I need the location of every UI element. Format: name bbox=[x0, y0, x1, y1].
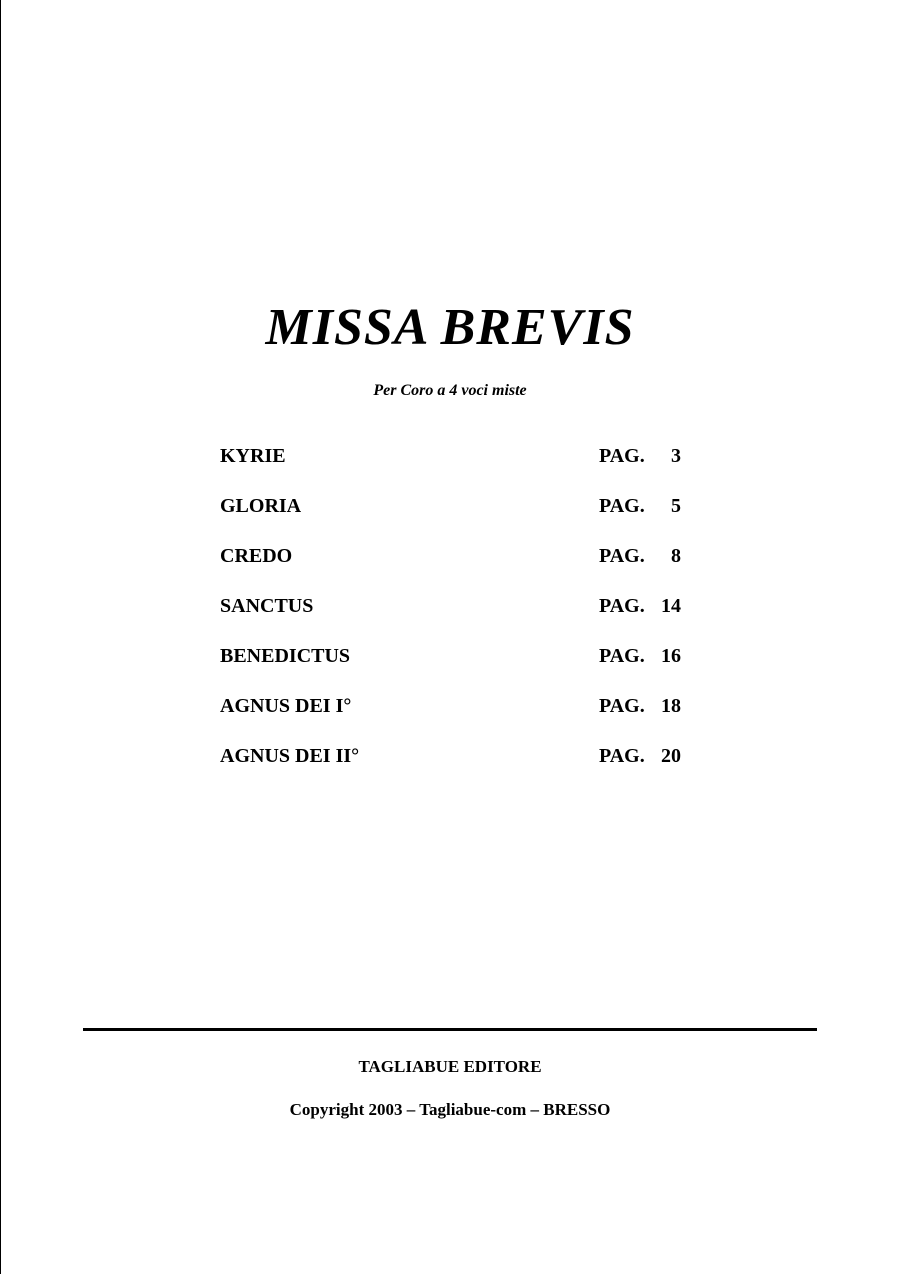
toc-page-number: 18 bbox=[661, 695, 681, 717]
toc-page-label: PAG. bbox=[599, 695, 645, 717]
toc-entry-title: CREDO bbox=[220, 545, 293, 567]
toc-entry-sanctus bbox=[220, 590, 690, 640]
toc-entry-title: GLORIA bbox=[220, 495, 302, 517]
page-edge bbox=[0, 0, 1, 1274]
toc-entry-title: SANCTUS bbox=[220, 595, 314, 617]
horizontal-divider bbox=[83, 1028, 817, 1031]
toc-page-label: PAG. bbox=[599, 545, 645, 567]
toc-page-number: 3 bbox=[671, 445, 681, 467]
toc-entry-benedictus bbox=[220, 640, 690, 690]
publisher-name: TAGLIABUE EDITORE bbox=[358, 1057, 542, 1076]
copyright-notice: Copyright 2003 – Tagliabue-com – BRESSO bbox=[289, 1100, 611, 1119]
toc-entry-title: AGNUS DEI I° bbox=[220, 695, 352, 717]
toc-page-label: PAG. bbox=[599, 645, 645, 667]
toc-entry-title: BENEDICTUS bbox=[220, 645, 351, 667]
toc-page-number: 14 bbox=[661, 595, 681, 617]
toc-page-label: PAG. bbox=[599, 745, 645, 767]
toc-entry-credo bbox=[220, 540, 690, 590]
toc-entry-gloria bbox=[220, 490, 690, 540]
toc-page-number: 16 bbox=[661, 645, 681, 667]
document-title: MISSA BREVIS bbox=[265, 299, 635, 356]
toc-entry-title: KYRIE bbox=[220, 445, 286, 467]
toc-page-number: 5 bbox=[671, 495, 681, 517]
toc-page-label: PAG. bbox=[599, 495, 645, 517]
document-subtitle: Per Coro a 4 voci miste bbox=[373, 382, 527, 399]
table-of-contents bbox=[220, 440, 690, 790]
toc-entry-kyrie bbox=[220, 440, 690, 490]
toc-page-number: 8 bbox=[671, 545, 681, 567]
toc-page-label: PAG. bbox=[599, 595, 645, 617]
toc-entry-agnus-dei-1 bbox=[220, 690, 690, 740]
toc-page-label: PAG. bbox=[599, 445, 645, 467]
toc-entry-agnus-dei-2 bbox=[220, 740, 690, 790]
toc-page-number: 20 bbox=[661, 745, 681, 767]
toc-entry-title: AGNUS DEI II° bbox=[220, 745, 360, 767]
